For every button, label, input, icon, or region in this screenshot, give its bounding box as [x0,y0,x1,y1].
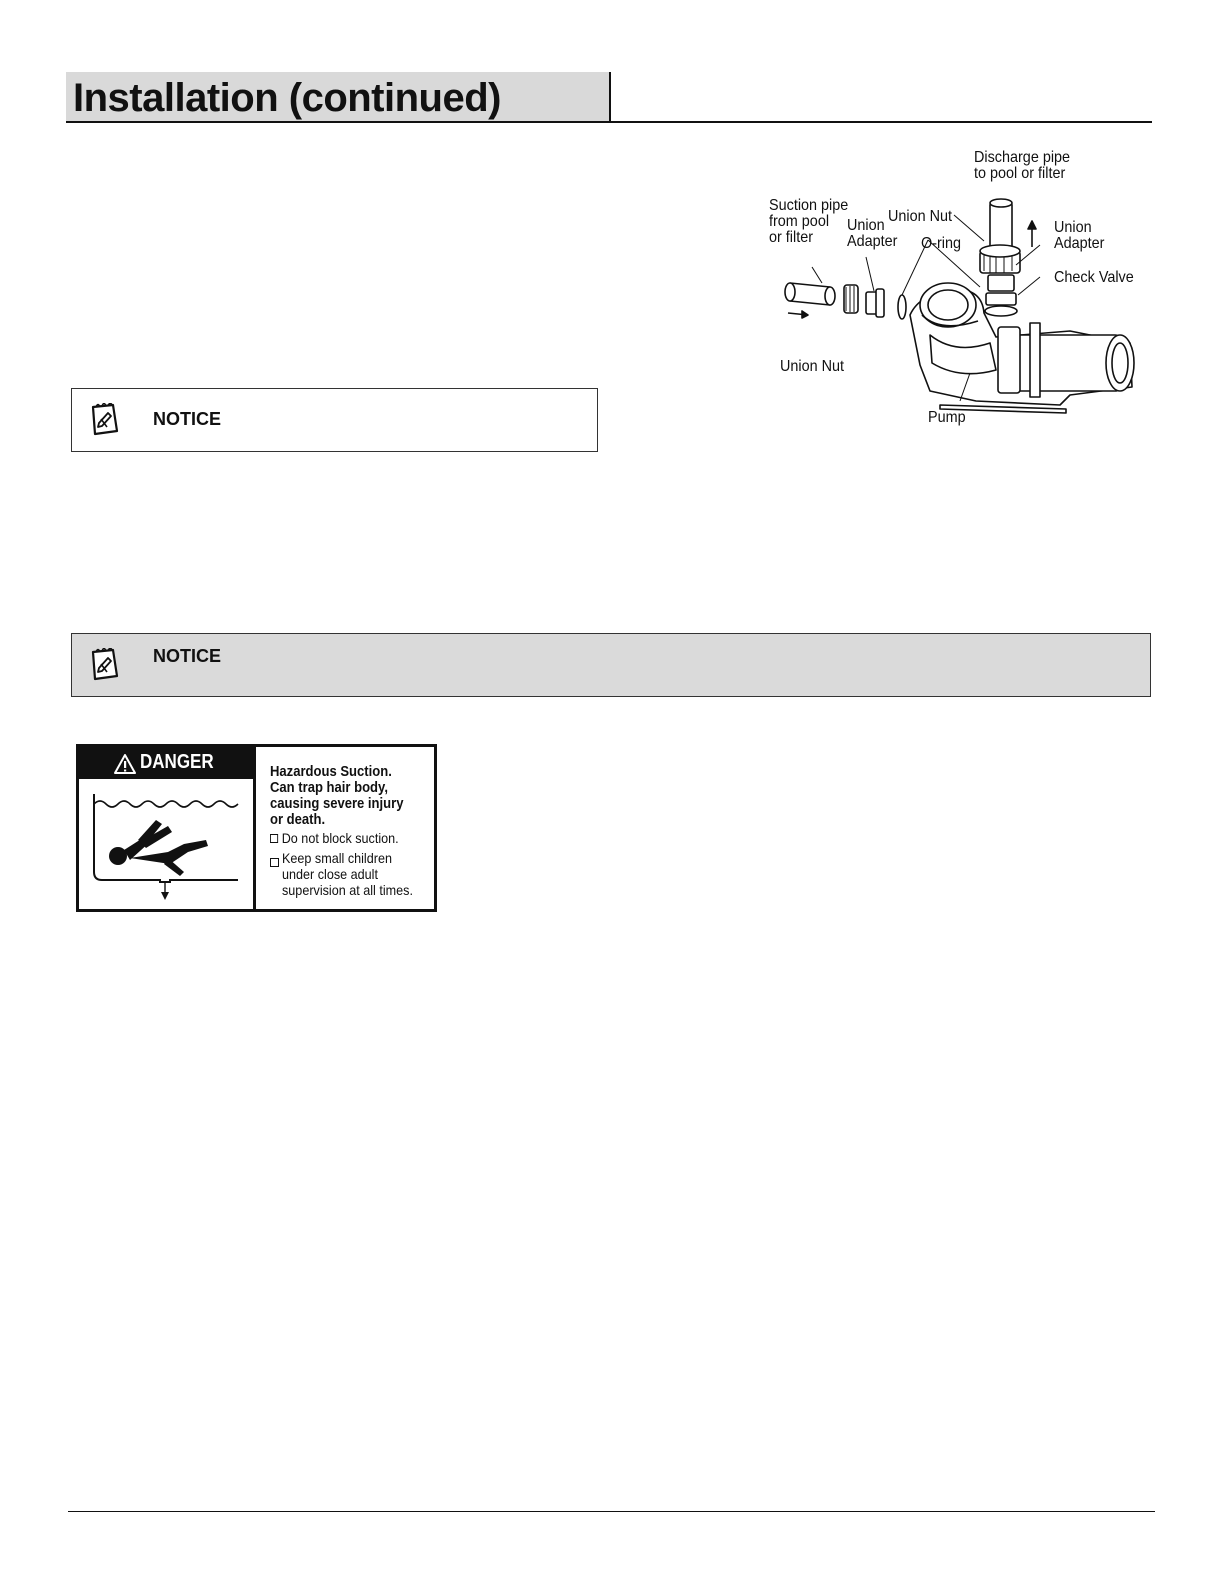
label-union-adapter-right: Union Adapter [1054,219,1105,252]
notepad-icon [87,648,121,682]
label-check-valve: Check Valve [1054,269,1134,286]
danger-message: Hazardous Suction. Can trap hair body, causing severe injury or death. [270,764,404,828]
footer-rule [68,1511,1155,1512]
warning-triangle-icon [113,753,137,775]
drowning-hazard-icon [88,786,248,904]
checkbox-square-icon [270,834,278,843]
label-union-nut-bottom: Union Nut [780,358,845,375]
label-pump: Pump [928,409,966,426]
label-o-ring: O-ring [921,235,962,252]
danger-bullet-2: Keep small children under close adult supervision at all times. [270,850,283,868]
label-suction-pipe: Suction pipe from pool or filter [769,197,849,246]
danger-bullet-1: Do not block suction. [270,830,399,846]
notepad-icon [87,403,121,437]
notice-box-2 [71,633,1151,697]
notice-box-1 [71,388,598,452]
notice-label: NOTICE [153,409,222,429]
label-discharge-pipe: Discharge pipe to pool or filter [974,149,1071,182]
notice-label: NOTICE [153,646,222,666]
danger-heading: DANGER [140,751,214,773]
label-union-nut-top: Union Nut [888,208,953,225]
checkbox-square-icon [270,858,279,867]
danger-divider [253,747,256,909]
label-union-adapter-left: Union Adapter [847,217,898,250]
title-rule [66,121,1152,123]
page-title: Installation (continued) [73,76,501,120]
